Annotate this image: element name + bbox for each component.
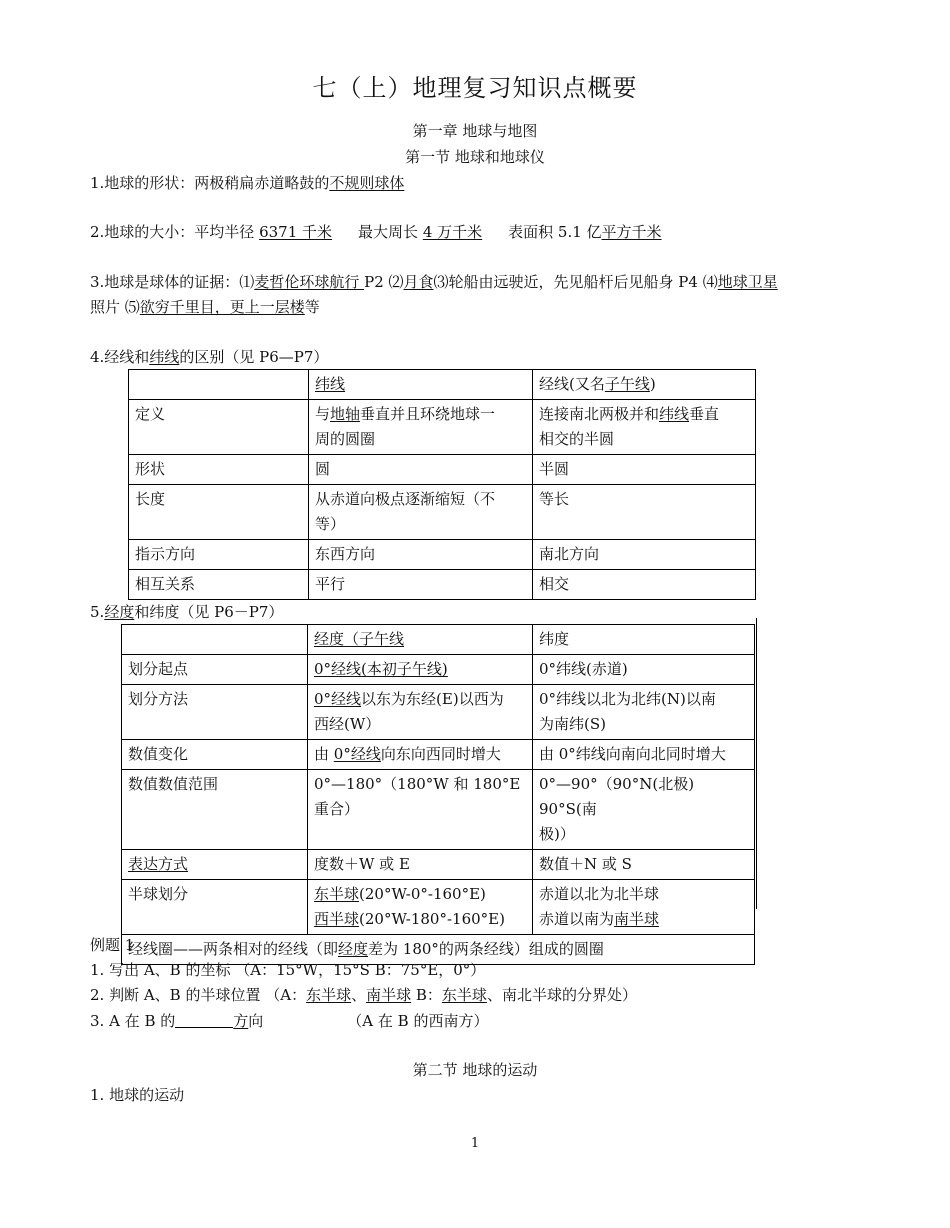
table-cell: 从赤道向极点逐渐缩短（不 等） [309, 485, 533, 540]
table-cell [122, 625, 308, 655]
answer-blank [175, 1013, 233, 1028]
row-label: 相互关系 [129, 570, 309, 600]
table-cell: 圆 [309, 455, 533, 485]
table-meridian-vs-parallel [128, 369, 756, 600]
row-label: 划分起点 [122, 655, 308, 685]
table-cell: 连接南北两极并和纬线垂直 相交的半圆 [533, 400, 756, 455]
paragraph-size: 2.地球的大小：平均半径 6371 千米 最大周长 4 万千米 表面积 5.1 亿平方千米 [90, 223, 662, 241]
table-header-longitude: 经度（子午线 [308, 625, 533, 655]
example-question-1: 1. 写出 A、B 的坐标 （A：15°W，15°S B：75°E，0°） [90, 961, 486, 979]
paragraph-shape: 1.地球的形状：两极稍扁赤道略鼓的不规则球体 [90, 174, 405, 192]
table-cell: 0°经线以东为东经(E)以西为 西经(W） [308, 685, 533, 740]
section-heading: 第一节 地球和地球仪 [405, 148, 545, 166]
table-cell: 东西方向 [309, 540, 533, 570]
table-footnote: 经线圈——两条相对的经线（即经度差为 180°的两条经线）组成的圆圈 [122, 935, 755, 965]
table-header-latitude: 纬度 [533, 625, 755, 655]
row-label: 长度 [129, 485, 309, 540]
paragraph-evidence-line2: 照片 ⑸欲穷千里目，更上一层楼等 [90, 298, 320, 316]
row-label: 表达方式 [122, 850, 308, 880]
table-cell: 由 0°纬线向南向北同时增大 [533, 740, 755, 770]
table-row [122, 880, 755, 935]
paragraph-meridian-parallel: 4.经线和纬线的区别（见 P6—P7） [90, 348, 329, 366]
table-row [122, 685, 755, 740]
row-label: 形状 [129, 455, 309, 485]
table-cell: 等长 [533, 485, 756, 540]
example-question-2: 2. 判断 A、B 的半球位置 （A：东半球、南半球 B：东半球、南北半球的分界处） [90, 986, 637, 1004]
row-label: 划分方法 [122, 685, 308, 740]
table-row [122, 770, 755, 850]
table-row [129, 540, 756, 570]
example-title: 例题 1 [90, 936, 135, 954]
section2-item-1: 1. 地球的运动 [90, 1086, 185, 1104]
row-label: 半球划分 [122, 880, 308, 935]
table-row [129, 455, 756, 485]
row-label: 指示方向 [129, 540, 309, 570]
table-cell: 平行 [309, 570, 533, 600]
table-row [129, 370, 756, 400]
table-cell: 半圆 [533, 455, 756, 485]
table-cell: 东半球(20°W-0°-160°E) 西半球(20°W-180°-160°E) [308, 880, 533, 935]
table-row [122, 740, 755, 770]
paragraph-evidence-line1: 3.地球是球体的证据：⑴麦哲伦环球航行 P2 ⑵月食⑶轮船由远驶近，先见船杆后见船身 P4 ⑷地球卫星 [90, 273, 778, 291]
table-row [122, 850, 755, 880]
table-cell: 由 0°经线向东向西同时增大 [308, 740, 533, 770]
table-row [122, 655, 755, 685]
table-cell: 0°纬线(赤道) [533, 655, 755, 685]
table-cell [129, 370, 309, 400]
table-cell: 0°—180°（180°W 和 180°E 重合） [308, 770, 533, 850]
table-cell: 相交 [533, 570, 756, 600]
table-cell: 与地轴垂直并且环绕地球一 周的圆圈 [309, 400, 533, 455]
row-label: 定义 [129, 400, 309, 455]
table-row [129, 570, 756, 600]
table-row [129, 485, 756, 540]
example-question-3: 3. A 在 B 的 方向 （A 在 B 的西南方） [90, 1012, 489, 1030]
table-cell: 0°纬线以北为北纬(N)以南 为南纬(S) [533, 685, 755, 740]
table-cell: 度数＋W 或 E [308, 850, 533, 880]
row-label: 数值数值范围 [122, 770, 308, 850]
margin-rule [756, 618, 757, 909]
table-row [129, 400, 756, 455]
table-cell: 0°经线(本初子午线) [308, 655, 533, 685]
table-header-meridian: 经线(又名子午线) [533, 370, 756, 400]
table-cell: 赤道以北为北半球 赤道以南为南半球 [533, 880, 755, 935]
page-number: 1 [470, 1136, 480, 1151]
table-cell: 数值＋N 或 S [533, 850, 755, 880]
paragraph-longitude-latitude: 5.经度和纬度（见 P6－P7） [90, 603, 284, 621]
table-cell: 南北方向 [533, 540, 756, 570]
chapter-heading: 第一章 地球与地图 [412, 122, 538, 140]
section-heading-2: 第二节 地球的运动 [412, 1061, 538, 1079]
page-title: 七（上）地理复习知识点概要 [312, 74, 638, 102]
table-row [122, 625, 755, 655]
table-header-parallel: 纬线 [309, 370, 533, 400]
table-cell: 0°—90°（90°N(北极) 90°S(南 极)） [533, 770, 755, 850]
table-longitude-vs-latitude [121, 624, 755, 965]
row-label: 数值变化 [122, 740, 308, 770]
